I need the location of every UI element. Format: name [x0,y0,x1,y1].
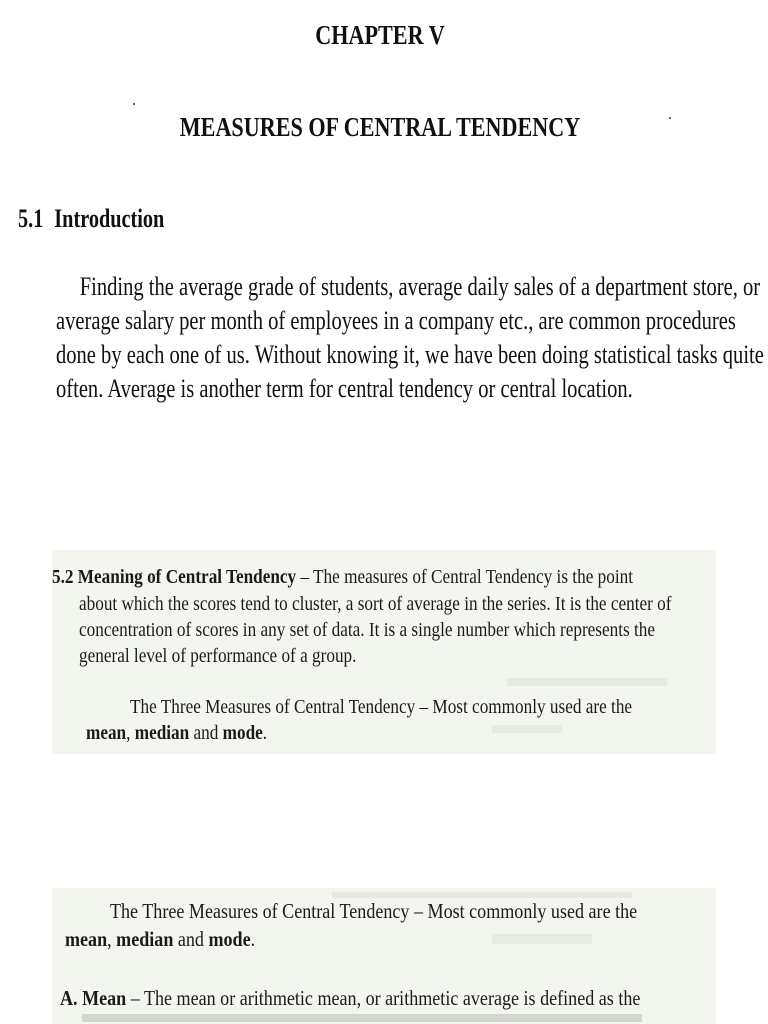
term-median: median [116,927,174,951]
separator: and [189,722,223,744]
measures-list-line [86,720,267,746]
term-mode: mode [222,722,263,744]
paragraph-line: Finding the average grade of students, average daily sales of a department store, or [79,272,761,301]
meaning-line: general level of performance of a group. [79,645,357,667]
chapter-title: MEASURES OF CENTRAL TENDENCY [179,112,581,142]
separator: , [126,722,135,744]
section-heading-text: Introduction [54,204,165,233]
paragraph-line: often. Average is another term for central tendency or central location. [56,374,633,403]
scan-speck [133,103,135,105]
scanned-excerpt-measures [52,888,716,1024]
bleed-through-mark [507,678,667,686]
mean-definition-line [60,985,640,1011]
meaning-line [52,564,633,590]
scanned-excerpt-meaning [52,550,716,754]
section-number: 5.1 [18,204,44,233]
dash: – [296,566,314,588]
term-mean: mean [65,927,108,951]
separator: . [250,927,256,951]
term-mode: mode [208,927,251,951]
bleed-through-mark [492,934,592,944]
introduction-paragraph [56,270,764,406]
chapter-heading: CHAPTER V [315,20,445,50]
paragraph-line: done by each one of us. Without knowing it, we have been doing statistical tasks quite [56,340,764,369]
paragraph-line: average salary per month of employees in a company etc., are common procedures [56,306,736,335]
three-measures-line: The Three Measures of Central Tendency – Most commonly used are the [110,899,638,923]
meaning-line: about which the scores tend to cluster, a sort of average in the series. It is the center of [79,593,672,615]
separator: . [262,722,268,744]
item-letter: A. [60,986,78,1010]
mean-definition-text: – The mean or arithmetic mean, or arithmetic average is defined as the [126,986,641,1010]
cut-off-line [82,1014,642,1022]
separator: and [173,927,209,951]
term-mean: mean [86,722,127,744]
meaning-text: The measures of Central Tendency is the point [313,566,633,588]
section-number: 5.2 [52,566,74,588]
section-heading-introduction [18,204,164,234]
measures-list-line [65,926,255,952]
three-measures-line: The Three Measures of Central Tendency – Most commonly used are the [130,696,633,718]
term-median: median [134,722,190,744]
term-mean: Mean [82,986,127,1010]
bleed-through-mark [492,725,562,733]
meaning-heading: Meaning of Central Tendency [77,566,297,588]
separator: , [107,927,117,951]
meaning-line: concentration of scores in any set of data. It is a single number which represents the [79,619,656,641]
